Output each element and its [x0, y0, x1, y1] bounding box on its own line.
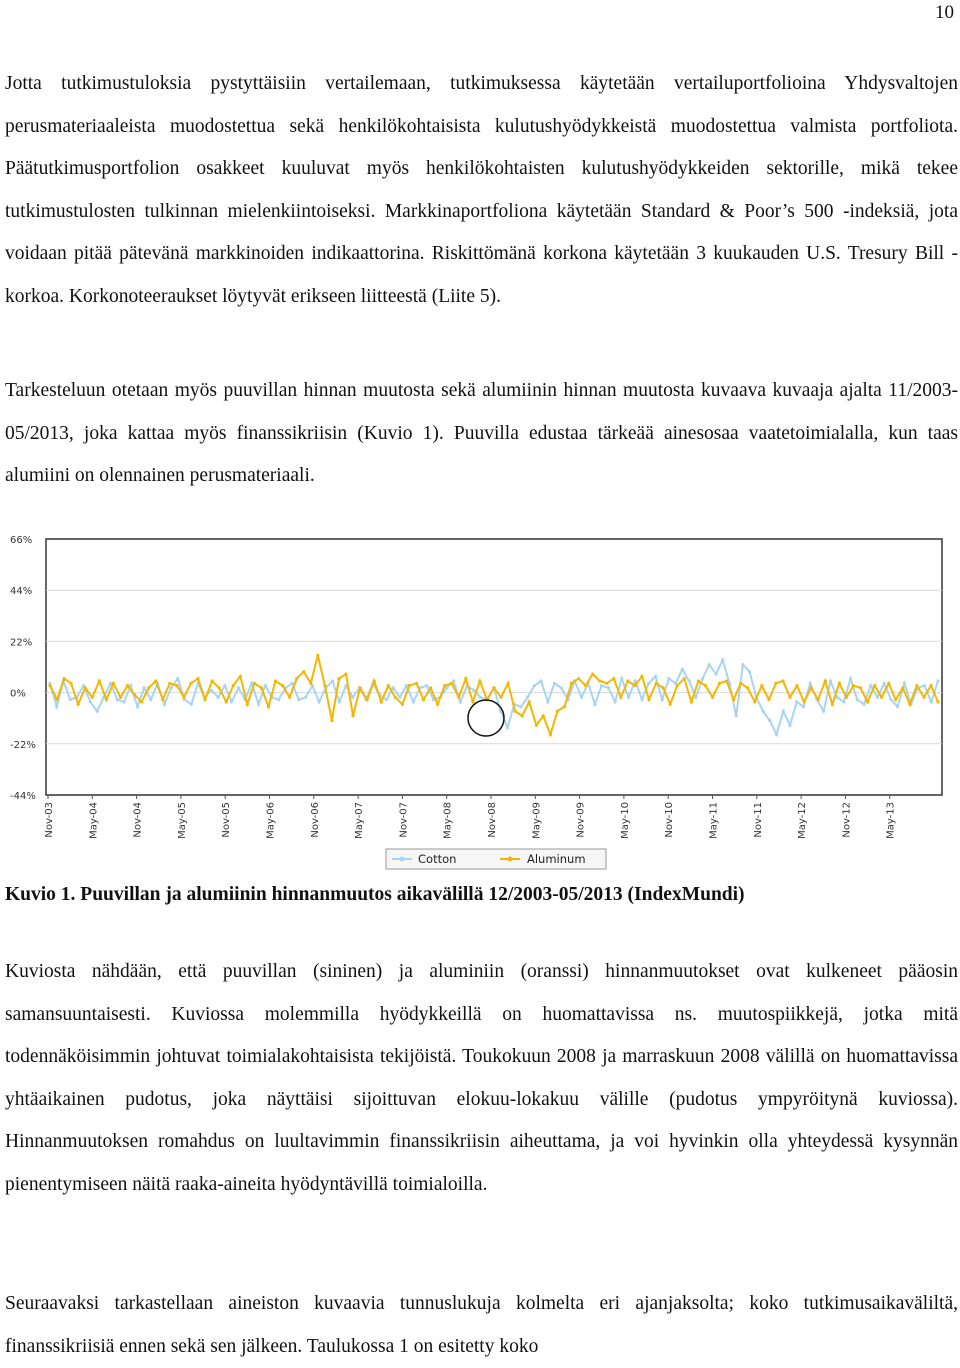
- data-point-cotton: [701, 677, 704, 680]
- data-point-aluminum: [112, 682, 115, 685]
- data-point-cotton: [553, 682, 556, 685]
- data-point-aluminum: [267, 705, 270, 708]
- data-point-aluminum: [781, 679, 784, 682]
- data-point-aluminum: [577, 677, 580, 680]
- data-point-cotton: [721, 658, 724, 661]
- data-point-cotton: [190, 703, 193, 706]
- data-point-cotton: [876, 696, 879, 699]
- data-point-cotton: [661, 698, 664, 701]
- data-point-aluminum: [655, 682, 658, 685]
- data-point-cotton: [923, 684, 926, 687]
- legend-cotton-label: Cotton: [418, 852, 457, 866]
- data-point-cotton: [257, 703, 260, 706]
- data-point-cotton: [802, 705, 805, 708]
- legend-aluminum-marker: [508, 857, 513, 862]
- data-point-aluminum: [929, 684, 932, 687]
- data-point-aluminum: [535, 724, 538, 727]
- data-point-aluminum: [281, 684, 284, 687]
- data-point-cotton: [136, 705, 139, 708]
- data-point-aluminum: [824, 679, 827, 682]
- data-point-aluminum: [563, 705, 566, 708]
- paragraph-next: Seuraavaksi tarkastellaan aineiston kuvaavia tunnuslukuja kolmelta eri ajanjaksolta; koko tutkimusaikaväliltä, finanssikriisiä ennen sekä sen jälkeen. Taulukossa 1 on esitetty koko: [5, 1293, 958, 1357]
- data-point-cotton: [856, 698, 859, 701]
- data-point-aluminum: [549, 733, 552, 736]
- data-point-cotton: [69, 698, 72, 701]
- data-point-cotton: [640, 698, 643, 701]
- data-point-aluminum: [225, 700, 228, 703]
- data-point-aluminum: [894, 698, 897, 701]
- data-point-aluminum: [84, 686, 87, 689]
- data-point-aluminum: [669, 703, 672, 706]
- data-point-cotton: [412, 700, 415, 703]
- data-point-cotton: [385, 698, 388, 701]
- data-point-cotton: [654, 675, 657, 678]
- data-point-cotton: [809, 682, 812, 685]
- data-point-aluminum: [443, 684, 446, 687]
- data-point-cotton: [264, 684, 267, 687]
- data-point-aluminum: [401, 703, 404, 706]
- data-point-aluminum: [838, 682, 841, 685]
- x-tick-label: Nov-04: [132, 802, 144, 838]
- data-point-cotton: [89, 700, 92, 703]
- data-point-aluminum: [753, 700, 756, 703]
- data-point-aluminum: [711, 696, 714, 699]
- data-point-aluminum: [866, 700, 869, 703]
- data-point-cotton: [96, 710, 99, 713]
- x-tick-label: Nov-08: [487, 802, 498, 838]
- data-point-cotton: [217, 696, 220, 699]
- data-point-cotton: [694, 696, 697, 699]
- data-point-aluminum: [640, 675, 643, 678]
- x-tick-label: May-11: [708, 802, 720, 839]
- data-point-aluminum: [457, 696, 460, 699]
- data-point-aluminum: [70, 682, 73, 685]
- x-tick-label: Nov-05: [221, 802, 233, 838]
- data-point-aluminum: [147, 686, 150, 689]
- data-point-aluminum: [690, 700, 693, 703]
- data-point-aluminum: [478, 679, 481, 682]
- data-point-aluminum: [760, 684, 763, 687]
- data-point-aluminum: [831, 703, 834, 706]
- data-point-cotton: [472, 689, 475, 692]
- data-point-cotton: [116, 698, 119, 701]
- data-point-aluminum: [154, 679, 157, 682]
- price-change-chart: [0, 524, 960, 876]
- data-point-cotton: [869, 684, 872, 687]
- paragraph-analysis: Kuviosta nähdään, että puuvillan (sininen) ja aluminiin (oranssi) hinnanmuutokset ovat kulkeneet pääosin samansuuntaisesti. Kuviossa molemmilla hyödykkeillä on huomattavissa ns. muutospiikkejä, jotka mitä todennäköisimmin johtuvat toimialakohtaisista tekijöistä. Toukokuun 2008 ja marraskuun 2008 välillä on huomattavissa yhtäaikainen pudotus, joka näyttäisi sijoittuvan elokuu-lokakuu välille (pudotus ympyröitynä kuviossa). Hinnanmuutoksen romahdus on luultavimmin finanssikriisin aiheuttama, ja voi hyvinkin olla yhteydessä kysynnän pienentymiseen näitä raaka-aineita hyödyntävillä toimialoilla.: [5, 961, 958, 1195]
- data-point-cotton: [560, 686, 563, 689]
- data-point-aluminum: [612, 677, 615, 680]
- data-point-cotton: [223, 684, 226, 687]
- data-point-aluminum: [936, 700, 939, 703]
- data-point-cotton: [741, 663, 744, 666]
- data-point-aluminum: [218, 686, 221, 689]
- data-point-cotton: [748, 670, 751, 673]
- data-point-aluminum: [528, 700, 531, 703]
- data-point-aluminum: [633, 684, 636, 687]
- data-point-cotton: [688, 679, 691, 682]
- data-point-cotton: [546, 700, 549, 703]
- data-point-cotton: [149, 698, 152, 701]
- data-point-aluminum: [119, 696, 122, 699]
- data-point-aluminum: [380, 700, 383, 703]
- data-point-cotton: [526, 696, 529, 699]
- data-point-aluminum: [105, 698, 108, 701]
- y-tick-label: 0%: [10, 688, 26, 700]
- data-point-aluminum: [175, 684, 178, 687]
- data-point-aluminum: [373, 679, 376, 682]
- data-point-aluminum: [323, 684, 326, 687]
- data-point-cotton: [842, 700, 845, 703]
- data-point-aluminum: [499, 696, 502, 699]
- data-point-cotton: [506, 726, 509, 729]
- data-point-cotton: [405, 684, 408, 687]
- data-point-cotton: [714, 672, 717, 675]
- data-point-aluminum: [584, 684, 587, 687]
- data-point-aluminum: [471, 700, 474, 703]
- data-point-aluminum: [591, 672, 594, 675]
- data-point-aluminum: [436, 703, 439, 706]
- data-point-aluminum: [133, 693, 136, 696]
- data-point-cotton: [708, 663, 711, 666]
- data-point-aluminum: [859, 686, 862, 689]
- data-point-cotton: [459, 700, 462, 703]
- x-tick-label: Nov-09: [575, 802, 587, 838]
- data-point-cotton: [936, 679, 939, 682]
- data-point-cotton: [849, 677, 852, 680]
- data-point-cotton: [883, 682, 886, 685]
- data-point-aluminum: [415, 682, 418, 685]
- data-point-cotton: [398, 696, 401, 699]
- data-point-aluminum: [422, 698, 425, 701]
- data-point-aluminum: [767, 698, 770, 701]
- data-point-cotton: [681, 668, 684, 671]
- data-point-cotton: [762, 710, 765, 713]
- data-point-aluminum: [55, 698, 58, 701]
- data-point-aluminum: [676, 684, 679, 687]
- data-point-cotton: [392, 686, 395, 689]
- data-point-aluminum: [239, 675, 242, 678]
- data-point-aluminum: [915, 684, 918, 687]
- x-tick-label: Nov-12: [841, 802, 853, 838]
- data-point-aluminum: [732, 698, 735, 701]
- data-point-aluminum: [788, 696, 791, 699]
- data-point-cotton: [277, 698, 280, 701]
- x-tick-label: May-06: [265, 802, 277, 839]
- x-tick-label: May-08: [442, 802, 454, 839]
- x-tick-label: May-10: [619, 802, 631, 839]
- data-point-aluminum: [887, 682, 890, 685]
- data-point-aluminum: [63, 677, 66, 680]
- data-point-cotton: [768, 719, 771, 722]
- data-point-aluminum: [316, 654, 319, 657]
- data-point-cotton: [775, 733, 778, 736]
- page-number: 10: [935, 2, 954, 23]
- data-point-aluminum: [260, 686, 263, 689]
- data-point-aluminum: [746, 686, 749, 689]
- data-point-aluminum: [598, 679, 601, 682]
- data-point-aluminum: [718, 682, 721, 685]
- x-tick-label: May-07: [354, 802, 366, 839]
- data-point-aluminum: [774, 682, 777, 685]
- data-point-aluminum: [232, 684, 235, 687]
- data-point-aluminum: [570, 682, 573, 685]
- data-point-aluminum: [845, 696, 848, 699]
- data-point-aluminum: [274, 679, 277, 682]
- data-point-aluminum: [161, 698, 164, 701]
- data-point-aluminum: [605, 682, 608, 685]
- legend-aluminum-label: Aluminum: [527, 852, 586, 866]
- data-point-aluminum: [429, 686, 432, 689]
- data-point-aluminum: [351, 714, 354, 717]
- data-point-cotton: [55, 705, 58, 708]
- y-tick-label: 44%: [10, 586, 33, 598]
- data-point-aluminum: [126, 684, 129, 687]
- legend: [386, 849, 606, 869]
- data-point-aluminum: [922, 696, 925, 699]
- data-point-aluminum: [91, 696, 94, 699]
- data-point-cotton: [230, 700, 233, 703]
- data-point-aluminum: [344, 672, 347, 675]
- data-point-cotton: [176, 677, 179, 680]
- data-point-aluminum: [542, 714, 545, 717]
- data-point-cotton: [829, 679, 832, 682]
- data-point-cotton: [331, 679, 334, 682]
- data-point-aluminum: [203, 698, 206, 701]
- data-point-aluminum: [514, 710, 517, 713]
- x-tick-label: Nov-11: [752, 802, 764, 838]
- data-point-aluminum: [662, 686, 665, 689]
- y-tick-label: 22%: [10, 637, 33, 649]
- x-tick-label: Nov-07: [398, 802, 410, 838]
- data-point-cotton: [318, 700, 321, 703]
- data-point-aluminum: [492, 686, 495, 689]
- data-point-aluminum: [852, 684, 855, 687]
- data-point-cotton: [163, 703, 166, 706]
- data-point-cotton: [782, 710, 785, 713]
- data-point-aluminum: [168, 682, 171, 685]
- data-point-aluminum: [196, 677, 199, 680]
- data-point-cotton: [620, 677, 623, 680]
- data-point-aluminum: [683, 677, 686, 680]
- data-point-aluminum: [337, 677, 340, 680]
- data-point-aluminum: [246, 703, 249, 706]
- y-tick-label: -44%: [10, 791, 36, 802]
- data-point-aluminum: [98, 679, 101, 682]
- x-tick-label: Nov-10: [664, 802, 676, 838]
- data-point-aluminum: [739, 682, 742, 685]
- data-point-aluminum: [556, 710, 559, 713]
- data-point-cotton: [304, 696, 307, 699]
- data-point-cotton: [795, 700, 798, 703]
- x-tick-label: Nov-03: [44, 802, 55, 838]
- data-point-cotton: [930, 700, 933, 703]
- data-point-aluminum: [626, 679, 629, 682]
- data-point-aluminum: [295, 677, 298, 680]
- data-point-cotton: [540, 679, 543, 682]
- data-point-cotton: [210, 689, 213, 692]
- data-point-cotton: [647, 682, 650, 685]
- data-point-cotton: [291, 682, 294, 685]
- x-tick-label: May-09: [531, 802, 543, 839]
- data-point-cotton: [580, 696, 583, 699]
- data-point-aluminum: [140, 700, 143, 703]
- data-point-cotton: [614, 700, 617, 703]
- data-point-aluminum: [704, 684, 707, 687]
- data-point-cotton: [889, 698, 892, 701]
- data-point-aluminum: [880, 696, 883, 699]
- y-tick-label: -22%: [10, 739, 36, 751]
- paragraph-intro: Jotta tutkimustuloksia pystyttäisiin vertailemaan, tutkimuksessa käytetään vertailuportfolioina Yhdysvaltojen perusmateriaaleista muodostettua sekä henkilökohtaisista kulutushyödykkeistä muodostettua valmista portfoliota. Päätutkimusportfolion osakkeet kuuluvat myös henkilökohtaisten kulutushyödykkeiden sektorille, mikä tekee tutkimustulosten tulkinnan mielenkiintoiseksi. Markkinaportfoliona käytetään Standard & Poor’s 500 -indeksiä, jota voidaan pitää pätevänä markkinoiden indikaattorina. Riskittömänä korkona käytetään 3 kuukauden U.S. Tresury Bill -korkoa. Korkonoteeraukset löytyvät erikseen liitteestä (Liite 5).: [5, 73, 958, 307]
- data-point-cotton: [519, 705, 522, 708]
- data-point-aluminum: [901, 686, 904, 689]
- data-point-aluminum: [450, 682, 453, 685]
- data-point-cotton: [479, 696, 482, 699]
- data-point-cotton: [237, 686, 240, 689]
- data-point-cotton: [862, 703, 865, 706]
- data-point-cotton: [735, 714, 738, 717]
- data-point-cotton: [896, 705, 899, 708]
- data-point-cotton: [143, 686, 146, 689]
- data-point-aluminum: [507, 682, 510, 685]
- data-point-cotton: [109, 682, 112, 685]
- data-point-aluminum: [359, 686, 362, 689]
- data-point-cotton: [903, 682, 906, 685]
- data-point-aluminum: [647, 698, 650, 701]
- data-point-cotton: [788, 724, 791, 727]
- data-point-aluminum: [795, 684, 798, 687]
- data-point-aluminum: [521, 714, 524, 717]
- data-point-cotton: [607, 686, 610, 689]
- data-point-aluminum: [908, 703, 911, 706]
- data-point-cotton: [600, 684, 603, 687]
- data-point-aluminum: [288, 696, 291, 699]
- data-point-cotton: [170, 686, 173, 689]
- x-tick-label: May-12: [797, 802, 809, 839]
- data-point-aluminum: [253, 682, 256, 685]
- data-point-aluminum: [873, 684, 876, 687]
- x-tick-label: May-04: [88, 802, 100, 839]
- legend-cotton-marker: [400, 857, 405, 862]
- data-point-cotton: [338, 700, 341, 703]
- data-point-aluminum: [189, 682, 192, 685]
- data-point-aluminum: [48, 684, 51, 687]
- x-tick-label: May-05: [176, 802, 188, 839]
- plot-area: [46, 539, 942, 795]
- data-point-aluminum: [817, 698, 820, 701]
- data-point-cotton: [822, 710, 825, 713]
- data-point-cotton: [667, 677, 670, 680]
- data-point-aluminum: [725, 679, 728, 682]
- x-tick-label: Nov-06: [309, 802, 321, 838]
- figure-caption: Kuvio 1. Puuvillan ja alumiinin hinnanmuutos aikavälillä 12/2003-05/2013 (IndexMundi): [5, 884, 745, 905]
- chart-svg: [0, 524, 960, 876]
- data-point-cotton: [627, 696, 630, 699]
- data-point-cotton: [297, 698, 300, 701]
- data-point-aluminum: [302, 670, 305, 673]
- data-point-aluminum: [366, 698, 369, 701]
- data-point-aluminum: [309, 682, 312, 685]
- data-point-cotton: [351, 696, 354, 699]
- data-point-aluminum: [394, 696, 397, 699]
- data-point-aluminum: [464, 677, 467, 680]
- data-point-aluminum: [330, 719, 333, 722]
- data-point-cotton: [425, 684, 428, 687]
- data-point-aluminum: [810, 686, 813, 689]
- data-point-aluminum: [211, 679, 214, 682]
- data-point-aluminum: [77, 703, 80, 706]
- y-tick-label: 66%: [10, 535, 33, 546]
- paragraph-commodities: Tarkesteluun otetaan myös puuvillan hinnan muutosta sekä alumiinin hinnan muutosta kuvaava kuvaaja ajalta 11/2003-05/2013, joka kattaa myös finanssikriisin (Kuvio 1). Puuvilla edustaa tärkeää ainesosaa vaatetoimialalla, kun taas alumiini on olennainen perusmateriaali.: [5, 380, 958, 486]
- data-point-aluminum: [408, 684, 411, 687]
- data-point-cotton: [122, 700, 125, 703]
- data-point-cotton: [593, 703, 596, 706]
- data-point-aluminum: [182, 696, 185, 699]
- x-tick-label: May-13: [885, 802, 897, 839]
- data-point-aluminum: [619, 696, 622, 699]
- data-point-aluminum: [803, 700, 806, 703]
- data-point-cotton: [533, 684, 536, 687]
- data-point-aluminum: [697, 679, 700, 682]
- data-point-aluminum: [387, 684, 390, 687]
